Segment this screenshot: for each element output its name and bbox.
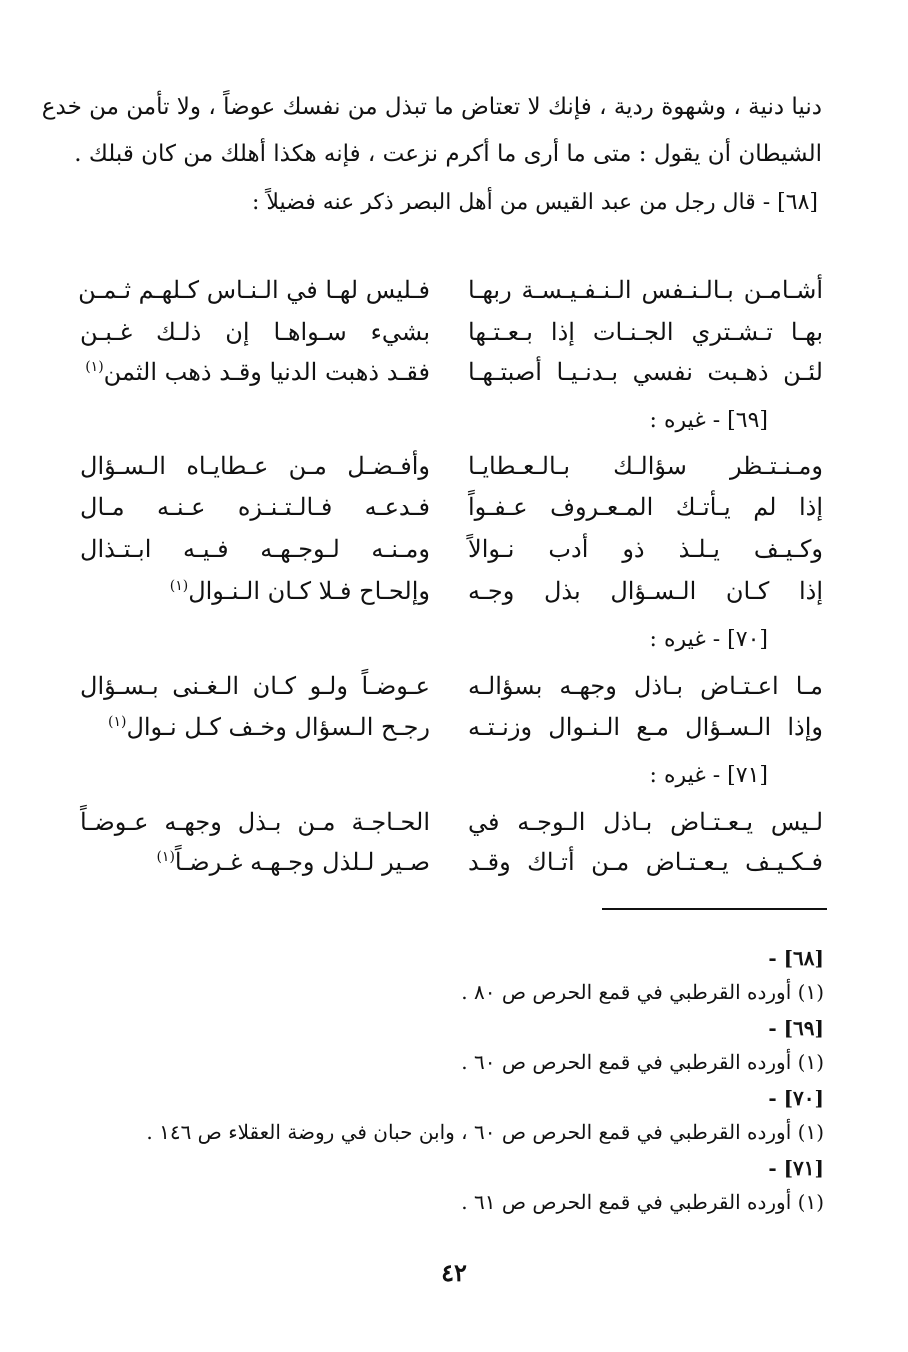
verse-second-hemistich [80,713,430,741]
verse-first-hemistich: لئـن ذهـبت نفسي بـدنـيـا أصبتـهـا [468,358,823,386]
section-header-71: [٧١] - غيره : [649,763,768,788]
verse-first-hemistich: فـكـيـف يـعـتـاض مـن أتـاك وقـد [468,848,823,876]
verse-first-hemistich: مـا اعـتـاض بـاذل وجهـه بسؤالـه [468,672,823,700]
verse-second-hemistich: ومـنـه لـوجـهـه فـيـه ابـتـذال [80,535,430,563]
intro-line-1: دنيا دنية ، وشهوة ردية ، فإنك لا تعتاض ما تبذل من نفسك عوضاً ، ولا تأمن من خدع [41,94,822,120]
footnote-ref: [٧١] - [768,1156,824,1180]
verse-second-hemistich [80,848,430,876]
footnote-text: (١) أورده القرطبي في قمع الحرص ص ٦٠ . [461,1050,824,1074]
verse-text: فقـد ذهبت الدنيا وقـد ذهب الثمن [103,358,430,386]
footnote-ref: [٦٩] - [768,1016,824,1040]
verse-second-hemistich: بشيء سـواهـا إن ذلـك غـبـن [80,318,430,346]
verse-first-hemistich: وكـيـف يـلـذ ذو أدب نـوالاً [468,535,823,563]
verse-second-hemistich: وأفـضـل مـن عـطايـاه الـسـؤال [80,452,430,480]
verse-text: وإلحـاح فـلا كـان الـنـوال [188,577,430,605]
verse-second-hemistich [80,358,430,386]
verse-first-hemistich: وإذا الـسـؤال مـع الـنـوال وزنـتـه [468,713,823,741]
footnote-text: (١) أورده القرطبي في قمع الحرص ص ٦١ . [461,1190,824,1214]
verse-second-hemistich: عـوضـاً ولـو كـان الـغـنى بـسـؤال [80,672,430,700]
intro-line-2: الشيطان أن يقول : متى ما أرى ما أكرم نزعت ، فإنه هكذا أهلك من كان قبلك . [74,141,822,167]
section-header-69: [٦٩] - غيره : [649,408,768,433]
verse-first-hemistich: إذا كـان الـسـؤال بذل وجـه [468,577,823,605]
verse-first-hemistich: بهـا تـشـتري الجـنـات إذا بـعـتـها [468,318,823,346]
verse-first-hemistich: إذا لم يـأتـك المـعـروف عـفـواً [468,493,823,521]
verse-first-hemistich: أشـامـن بـالـنـفس الـنـفـيـسـة ربهـا [468,276,823,304]
verse-text: صـير لـلذل وجـهـه غـرضـاً [174,848,430,876]
verse-second-hemistich [80,577,430,605]
footnote-text: (١) أورده القرطبي في قمع الحرص ص ٦٠ ، وابن حبان في روضة العقلاء ص ١٤٦ . [146,1120,824,1144]
section-header-70: [٧٠] - غيره : [649,627,768,652]
footnote-marker: (١) [107,714,127,730]
section-header-68: [٦٨] - قال رجل من عبد القيس من أهل البصر ذكر عنه فضيلاً : [251,190,818,215]
footnote-ref: [٦٨] - [768,946,824,970]
verse-first-hemistich: ومـنـتـظر سؤالـك بـالـعـطايـا [468,452,823,480]
footnote-text: (١) أورده القرطبي في قمع الحرص ص ٨٠ . [461,980,824,1004]
verse-second-hemistich: فـدعـه فـالـتـنـزه عـنـه مـال [80,493,430,521]
verse-second-hemistich: الحـاجـة مـن بـذل وجهـه عـوضـاً [80,808,430,836]
footnote-marker: (١) [169,578,189,594]
page-number: ٤٢ [441,1258,467,1287]
footnote-separator [602,908,827,910]
verse-second-hemistich: فـليس لهـا في الـنـاس كـلهـم ثـمـن [78,276,430,304]
footnote-marker: (١) [156,849,175,865]
verse-first-hemistich: لـيس يـعـتـاض بـاذل الـوجـه في [468,808,823,836]
footnote-marker: (١) [85,359,104,375]
footnote-ref: [٧٠] - [768,1086,824,1110]
verse-text: رجـح الـسؤال وخـف كـل نـوال [126,713,430,741]
